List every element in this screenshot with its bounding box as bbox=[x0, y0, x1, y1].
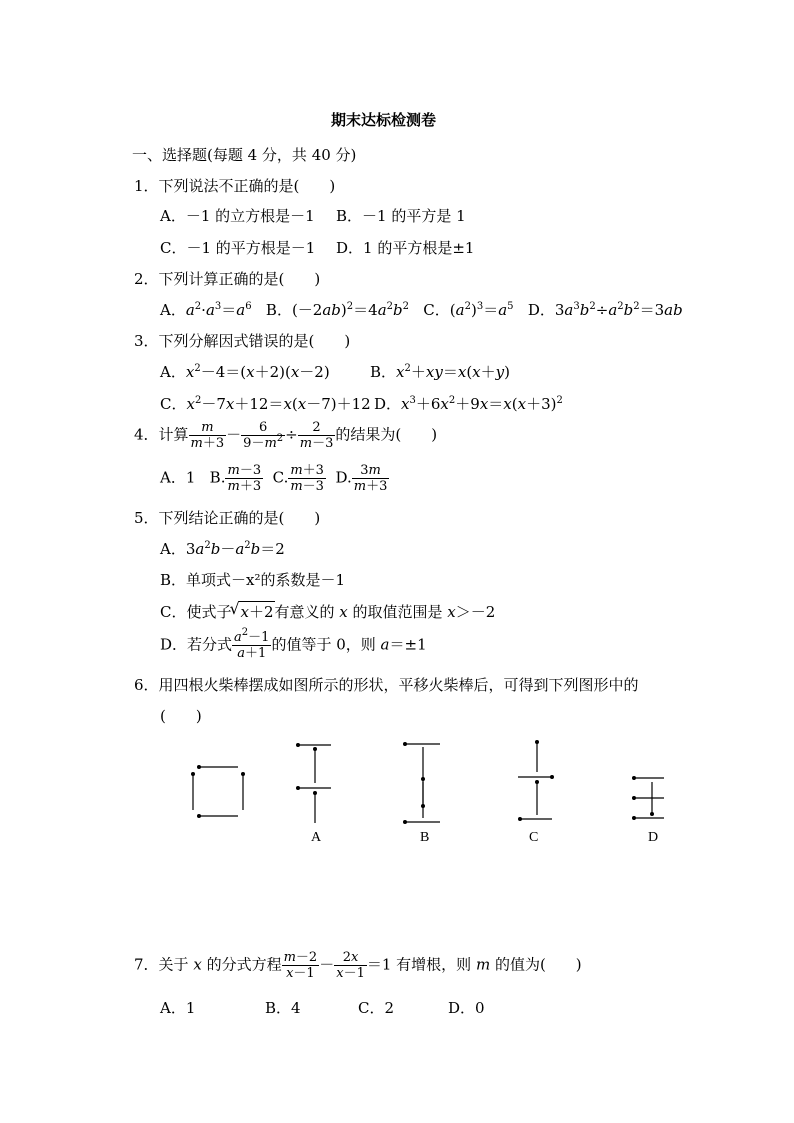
question-1-option-d: D．1 的平方根是±1 bbox=[336, 239, 475, 257]
figure-c bbox=[518, 740, 554, 821]
figure-a bbox=[296, 743, 331, 823]
figure-label-a: A bbox=[311, 830, 322, 845]
question-7-option-b: B．4 bbox=[265, 999, 301, 1017]
question-6-paren: ( ) bbox=[160, 707, 202, 725]
question-3-option-a: A．$x^2-4=(x+2)(x-2)$ bbox=[160, 363, 330, 381]
question-6-stem: 6．用四根火柴棒摆成如图所示的形状，平移火柴棒后，可得到下列图形中的 bbox=[134, 676, 639, 694]
figure-d bbox=[632, 776, 664, 820]
question-1-option-a: A．－1 的立方根是－1 bbox=[160, 207, 315, 225]
question-2-stem: 2．下列计算正确的是( ) bbox=[134, 270, 321, 288]
figure-original bbox=[191, 765, 245, 818]
question-4-stem: 4．计算 $\frac{m}{m+3}$ － $\frac{6}{9-m^2}$ ÷ $\frac{2}{m-3}$ 的结果为( ) bbox=[134, 420, 438, 451]
figure-label-b: B bbox=[420, 830, 430, 845]
question-3-stem: 3．下列分解因式错误的是( ) bbox=[134, 332, 351, 350]
question-3-option-d: D．$x^3+6x^2+9x=x(x+3)^2$ bbox=[374, 395, 563, 413]
question-7-option-c: C．2 bbox=[358, 999, 395, 1017]
question-4-options: A．1 B. $\frac{m-3}{m+3}$ C. $\frac{m+3}{m-3}$ D. $\frac{3m}{m+3}$ bbox=[160, 463, 388, 494]
question-1-option-b: B．－1 的平方是 1 bbox=[336, 207, 466, 225]
figure-b bbox=[403, 742, 440, 824]
question-2-options: A．$a^2\cdot a^3=a^6$ B．$(-2ab)^2=4a^2b^2$ C．$(a^2)^3=a^5$ D．$3a^3b^2\div a^2b^2=3ab$ bbox=[160, 301, 683, 319]
question-3-option-b: B．$x^2+xy=x(x+y)$ bbox=[370, 363, 510, 381]
question-4-suffix: 的结果为( ) bbox=[335, 425, 438, 444]
question-3-option-c: C．$x^2-7x+12=x(x-7)+12$ bbox=[160, 395, 371, 413]
question-5-option-a: A．$3a^2b-a^2b=2$ bbox=[160, 540, 285, 558]
question-7-end: 的值为( ) bbox=[494, 955, 582, 974]
question-4-prefix: 4．计算 bbox=[134, 425, 189, 444]
question-7-suffix: ＝1 有增根，则 bbox=[366, 955, 472, 974]
question-5-option-b: B．单项式－x²的系数是－1 bbox=[160, 571, 346, 589]
question-5-option-d: D．若分式 $\frac{a^2-1}{a+1}$ 的值等于 0，则 a＝±1 bbox=[160, 627, 427, 661]
question-7-prefix: 7．关于 bbox=[134, 955, 189, 974]
question-1-option-c: C．－1 的平方根是－1 bbox=[160, 239, 316, 257]
section-header: 一、选择题(每题 4 分，共 40 分) bbox=[132, 146, 357, 164]
question-7-option-d: D．0 bbox=[448, 999, 485, 1017]
question-5-stem: 5．下列结论正确的是( ) bbox=[134, 509, 321, 527]
question-5-option-c: C．使式子√ x＋2有意义的 x 的取值范围是 x＞－2 bbox=[160, 601, 495, 622]
question-7-mid: 的分式方程 bbox=[206, 955, 282, 974]
question-7-option-a: A．1 bbox=[160, 999, 196, 1017]
page-title: 期末达标检测卷 bbox=[331, 111, 437, 129]
figure-label-c: C bbox=[529, 830, 539, 845]
question-1-stem: 1．下列说法不正确的是( ) bbox=[134, 177, 336, 195]
question-7-stem: 7．关于 x 的分式方程 $\frac{m-2}{x-1}$ － $\frac{2x}{x-1}$ ＝1 有增根，则 m 的值为( ) bbox=[134, 950, 582, 981]
figure-label-d: D bbox=[648, 830, 659, 845]
